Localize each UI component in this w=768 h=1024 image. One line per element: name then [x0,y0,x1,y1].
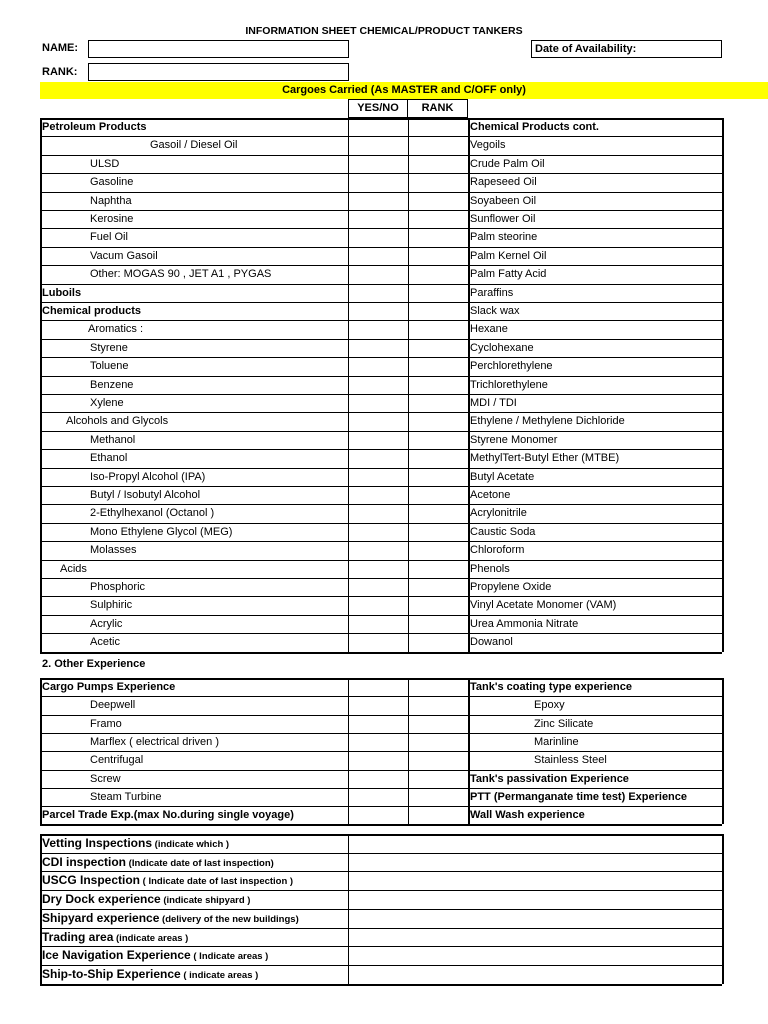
experience-main: USCG Inspection [42,873,141,888]
pump-rank-cell-0[interactable] [408,678,468,696]
cargo-col-line [408,118,409,652]
cargo-col-line [348,118,349,652]
pump-rank-cell-7[interactable] [408,806,468,824]
availability-label: Date of Availability: [535,43,637,55]
cargo-left-item: Vacum Gasoil [90,249,158,262]
pump-item: Marflex ( electrical driven ) [90,735,219,748]
cargo-left-item: Kerosine [90,213,134,225]
cargo-yes-no-cell-10[interactable] [348,302,408,320]
cargo-yes-no-cell-21[interactable] [348,504,408,522]
pump-item: Deepwell [90,699,136,712]
cargo-yes-no-cell-26[interactable] [348,596,408,614]
cargo-right-item: Paraffins [470,286,514,299]
cargo-left-item: Acrylic [90,617,123,630]
cargo-rank-cell-11[interactable] [408,320,468,338]
pump-col-line [468,678,470,824]
cargo-rank-cell-20[interactable] [408,486,468,504]
cargo-row-line [40,192,722,193]
cargo-yes-no-cell-19[interactable] [348,468,408,486]
cargo-row-line [40,431,722,432]
pump-row-line [40,733,722,734]
cargo-yes-no-cell-12[interactable] [348,339,408,357]
cargo-row-line [40,541,722,542]
tank-item: Tank's coating type experience [470,681,632,693]
cargo-row-line [40,173,722,174]
cargo-rank-cell-6[interactable] [408,228,468,246]
cargo-left-item: Alcohols and Glycols [66,415,169,428]
cargo-row-line [40,339,722,340]
cargo-right-item: Perchlorethylene [470,360,553,373]
cargo-left-item: Aromatics : [88,323,144,336]
cargo-row-line [40,247,722,248]
cargo-row-line [40,523,722,524]
cargo-right-item: Propylene Oxide [470,581,552,593]
experience-note: (Indicate date of last inspection) [126,857,274,869]
experience-label [42,873,293,887]
experience-main: Ice Navigation Experience [42,948,191,963]
experience-col-line [40,834,42,984]
availability-field[interactable] [531,40,722,58]
experience-note: ( Indicate date of last inspection ) [140,876,294,888]
experience-label [42,930,188,944]
experience-answer-field-0[interactable] [348,834,722,853]
pump-row-line [40,751,722,752]
cargo-col-line [468,118,470,652]
experience-main: Shipyard experience [42,910,160,925]
cargo-left-item: Molasses [90,544,137,557]
tank-item: Stainless Steel [534,754,607,767]
cargo-yes-no-cell-17[interactable] [348,431,408,449]
cargo-yes-no-cell-4[interactable] [348,192,408,210]
pump-yes-no-cell-5[interactable] [348,770,408,788]
other-experience-title: 2. Other Experience [42,658,146,670]
cargo-left-item: Butyl / Isobutyl Alcohol [90,489,201,501]
cargo-left-item: Naphtha [90,194,132,207]
cargo-right-item: Palm Kernel Oil [470,249,547,262]
cargo-right-item: Cyclohexane [470,341,534,354]
cargo-yes-no-cell-18[interactable] [348,449,408,467]
cargo-row-line [40,652,722,654]
experience-main: Ship-to-Ship Experience [42,966,181,981]
cargo-rank-cell-17[interactable] [408,431,468,449]
cargo-rank-cell-10[interactable] [408,302,468,320]
rank-field[interactable] [88,63,349,81]
cargo-yes-no-cell-22[interactable] [348,523,408,541]
cargo-row-line [40,394,722,395]
cargo-left-item: Acids [60,562,87,575]
pump-rank-cell-5[interactable] [408,770,468,788]
cargo-right-item: Soyabeen Oil [470,194,537,207]
pump-item: Framo [90,717,122,730]
experience-note: (delivery of the new buildings) [159,913,299,925]
pump-yes-no-cell-1[interactable] [348,696,408,714]
cargo-left-item: 2-Ethylhexanol (Octanol ) [90,507,215,520]
cargo-yes-no-cell-20[interactable] [348,486,408,504]
cargo-right-item: Rapeseed Oil [470,176,537,189]
cargo-yes-no-cell-8[interactable] [348,265,408,283]
experience-main: CDI inspection [42,854,127,869]
experience-col-line [348,834,349,984]
experience-answer-field-3[interactable] [348,890,722,909]
sheet-title: INFORMATION SHEET CHEMICAL/PRODUCT TANKERS [245,25,523,37]
cargo-rank-cell-26[interactable] [408,596,468,614]
experience-note: (indicate areas ) [113,932,189,944]
experience-row-line [40,946,722,947]
pump-yes-no-cell-0[interactable] [348,678,408,696]
tank-item: PTT (Permanganate time test) Experience [470,790,688,803]
cargo-rank-cell-24[interactable] [408,560,468,578]
cargo-right-item: Acrylonitrile [470,507,527,520]
cargo-rank-cell-22[interactable] [408,523,468,541]
cargo-row-line [40,357,722,358]
experience-col-line [722,834,724,984]
cargo-left-item: Ethanol [90,452,128,465]
cargo-yes-no-cell-23[interactable] [348,541,408,559]
cargo-right-item: Butyl Acetate [470,470,535,483]
cargo-yes-no-cell-3[interactable] [348,173,408,191]
cargo-row-line [40,449,722,450]
pump-item: Cargo Pumps Experience [42,681,176,693]
experience-note: ( Indicate areas ) [190,951,269,963]
cargo-right-item: Sunflower Oil [470,213,536,225]
experience-label [42,836,229,850]
cargo-yes-no-cell-28[interactable] [348,633,408,651]
cargo-left-item: Mono Ethylene Glycol (MEG) [90,525,233,538]
pump-row-line [40,715,722,716]
cargo-row-line [40,412,722,413]
pump-col-line [722,678,724,824]
cargo-yes-no-cell-16[interactable] [348,412,408,430]
cargo-row-line [40,118,722,120]
cargo-yes-no-cell-14[interactable] [348,376,408,394]
cargo-row-line [40,265,722,266]
cargo-left-item: Petroleum Products [42,121,147,133]
experience-row-line [40,853,722,854]
experience-label [42,892,250,906]
cargo-rank-cell-14[interactable] [408,376,468,394]
cargo-rank-cell-1[interactable] [408,136,468,154]
cargo-right-item: MDI / TDI [470,397,517,409]
cargo-right-item: Vegoils [470,139,506,152]
experience-row-line [40,965,722,966]
cargo-rank-cell-12[interactable] [408,339,468,357]
experience-row-line [40,834,722,836]
cargo-yes-no-cell-0[interactable] [348,118,408,136]
experience-note: (indicate which ) [152,839,230,850]
cargo-left-item: Acetic [90,636,120,649]
pump-item: Centrifugal [90,754,144,767]
cargo-right-item: Chemical Products cont. [470,121,599,133]
cargo-right-item: Trichlorethylene [470,378,548,391]
experience-answer-field-7[interactable] [348,965,722,984]
tank-item: Epoxy [534,699,565,712]
rank-label: RANK: [42,66,78,78]
cargo-yes-no-cell-15[interactable] [348,394,408,412]
pump-rank-cell-4[interactable] [408,751,468,769]
cargo-yes-no-cell-25[interactable] [348,578,408,596]
cargo-left-item: Gasoline [90,176,134,189]
cargo-row-line [40,633,722,634]
cargo-right-item: Palm steorine [470,231,538,244]
cargo-rank-cell-27[interactable] [408,615,468,633]
cargo-right-item: Ethylene / Methylene Dichloride [470,415,625,428]
cargo-row-line [40,468,722,469]
tank-item: Marinline [534,735,579,748]
cargo-left-item: Gasoil / Diesel Oil [150,139,238,152]
experience-answer-field-6[interactable] [348,946,722,965]
experience-answer-field-2[interactable] [348,871,722,890]
cargo-col-line [722,118,724,652]
experience-note: (indicate shipyard ) [160,895,251,907]
cargo-rank-cell-25[interactable] [408,578,468,596]
cargo-yes-no-cell-7[interactable] [348,247,408,265]
cargo-right-item: Chloroform [470,544,525,557]
cargo-rank-cell-0[interactable] [408,118,468,136]
cargo-rank-cell-4[interactable] [408,192,468,210]
cargo-left-item: Methanol [90,433,136,446]
cargo-right-item: Caustic Soda [470,525,536,538]
cargo-rank-cell-28[interactable] [408,633,468,651]
cargo-right-item: Phenols [470,562,510,575]
cargo-rank-cell-9[interactable] [408,284,468,302]
experience-label [42,967,258,981]
cargo-rank-cell-16[interactable] [408,412,468,430]
pump-item: Screw [90,772,121,785]
cargo-left-item: Styrene [90,341,128,354]
name-label: NAME: [42,42,79,54]
tank-item: Wall Wash experience [470,809,585,822]
experience-answer-field-5[interactable] [348,928,722,947]
name-field[interactable] [88,40,349,58]
cargo-left-item: ULSD [90,157,120,170]
cargo-yes-no-cell-1[interactable] [348,136,408,154]
cargo-left-item: Benzene [90,378,134,391]
pump-yes-no-cell-2[interactable] [348,715,408,733]
experience-row-line [40,984,722,986]
cargo-left-item: Toluene [90,360,129,373]
tank-item: Tank's passivation Experience [470,772,629,785]
pump-row-line [40,824,722,826]
cargo-row-line [40,560,722,561]
cargo-rank-cell-3[interactable] [408,173,468,191]
cargo-rank-cell-19[interactable] [408,468,468,486]
cargo-yes-no-cell-2[interactable] [348,155,408,173]
cargo-row-line [40,136,722,137]
pump-row-line [40,678,722,680]
experience-row-line [40,928,722,929]
cargo-left-item: Other: MOGAS 90 , JET A1 , PYGAS [90,268,272,281]
pump-item: Parcel Trade Exp.(max No.during single voyage) [42,809,294,822]
cargo-row-line [40,376,722,377]
pump-item: Steam Turbine [90,790,162,803]
cargo-row-line [40,228,722,229]
cargo-right-item: Styrene Monomer [470,433,558,446]
cargo-left-item: Chemical products [42,305,142,317]
pump-row-line [40,770,722,771]
cargo-row-line [40,302,722,303]
cargo-yes-no-cell-27[interactable] [348,615,408,633]
pump-row-line [40,788,722,789]
cargo-right-item: Palm Fatty Acid [470,268,547,281]
cargo-row-line [40,155,722,156]
pump-rank-cell-6[interactable] [408,788,468,806]
cargo-left-item: Sulphiric [90,599,133,612]
cargo-yes-no-cell-5[interactable] [348,210,408,228]
experience-main: Dry Dock experience [42,892,161,907]
pump-col-line [40,678,42,824]
pump-row-line [40,806,722,807]
cargo-right-item: Crude Palm Oil [470,157,545,170]
experience-answer-field-1[interactable] [348,853,722,872]
cargo-right-item: Slack wax [470,305,520,317]
cargo-row-line [40,596,722,597]
pump-col-line [408,678,409,824]
cargo-right-item: Hexane [470,323,508,336]
experience-row-line [40,871,722,872]
pump-yes-no-cell-4[interactable] [348,751,408,769]
cargo-right-item: Acetone [470,489,511,501]
cargo-row-line [40,578,722,579]
pump-row-line [40,696,722,697]
cargo-right-item: MethylTert-Butyl Ether (MTBE) [470,452,620,465]
cargo-rank-cell-2[interactable] [408,155,468,173]
pump-yes-no-cell-7[interactable] [348,806,408,824]
cargo-rank-cell-18[interactable] [408,449,468,467]
cargo-yes-no-cell-6[interactable] [348,228,408,246]
experience-main: Vetting Inspections [42,836,153,850]
experience-note: ( indicate areas ) [180,969,259,981]
tank-item: Zinc Silicate [534,717,594,730]
experience-row-line [40,890,722,891]
cargo-rank-cell-5[interactable] [408,210,468,228]
cargo-yes-no-cell-24[interactable] [348,560,408,578]
cargo-right-item: Vinyl Acetate Monomer (VAM) [470,599,617,612]
experience-answer-field-4[interactable] [348,909,722,928]
pump-yes-no-cell-3[interactable] [348,733,408,751]
cargo-left-item: Luboils [42,286,82,299]
cargo-right-item: Urea Ammonia Nitrate [470,617,579,630]
pump-yes-no-cell-6[interactable] [348,788,408,806]
cargo-left-item: Fuel Oil [90,231,128,244]
cargo-rank-cell-7[interactable] [408,247,468,265]
cargo-right-item: Dowanol [470,636,513,649]
cargo-col-line [40,118,42,652]
experience-main: Trading area [42,929,114,944]
cargo-row-line [40,486,722,487]
pump-rank-cell-2[interactable] [408,715,468,733]
cargo-rank-cell-21[interactable] [408,504,468,522]
cargo-rank-cell-8[interactable] [408,265,468,283]
cargo-row-line [40,284,722,285]
cargo-rank-cell-13[interactable] [408,357,468,375]
cargoes-header: Cargoes Carried (As MASTER and C/OFF only) [40,82,768,99]
cargo-row-line [40,210,722,211]
experience-label [42,948,268,962]
cargo-left-item: Phosphoric [90,581,146,593]
pump-rank-cell-1[interactable] [408,696,468,714]
rank-header: RANK [407,99,468,118]
experience-label [42,911,299,925]
cargo-rank-cell-15[interactable] [408,394,468,412]
cargo-rank-cell-23[interactable] [408,541,468,559]
cargo-yes-no-cell-13[interactable] [348,357,408,375]
cargo-yes-no-cell-11[interactable] [348,320,408,338]
pump-col-line [348,678,349,824]
experience-row-line [40,909,722,910]
pump-rank-cell-3[interactable] [408,733,468,751]
cargo-yes-no-cell-9[interactable] [348,284,408,302]
cargo-row-line [40,615,722,616]
yes-no-header: YES/NO [348,99,408,118]
cargo-row-line [40,320,722,321]
cargo-left-item: Iso-Propyl Alcohol (IPA) [90,470,206,483]
cargo-left-item: Xylene [90,397,124,409]
experience-label [42,855,274,869]
cargo-row-line [40,504,722,505]
